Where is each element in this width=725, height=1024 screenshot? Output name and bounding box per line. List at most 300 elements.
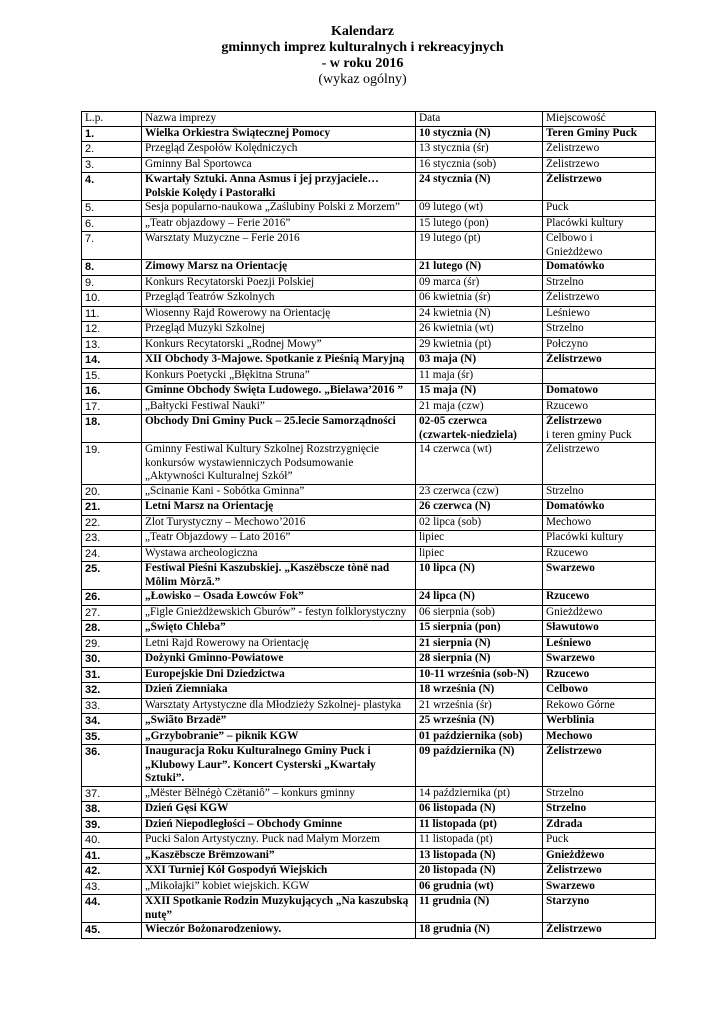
- cell-date-text: 21 maja (czw): [419, 399, 484, 412]
- cell-date-text: 15 maja (N): [419, 384, 477, 396]
- cell-lp: [82, 817, 142, 833]
- cell-date-text: 24 kwietnia (N): [419, 306, 491, 319]
- cell-lp: [82, 275, 142, 291]
- cell-lp-text: 43.: [85, 880, 101, 893]
- cell-lp-text: 42.: [85, 865, 101, 877]
- cell-date-text: 10 stycznia (N): [419, 126, 491, 139]
- cell-lp: [82, 848, 142, 864]
- cell-event-name-text: „Swiãto Brzadë”: [145, 714, 227, 726]
- table-row: [82, 745, 656, 787]
- cell-event-name: [142, 621, 416, 637]
- cell-place: [543, 260, 656, 276]
- cell-date-text: 11 grudnia (N): [419, 895, 490, 907]
- cell-lp-text: 41.: [85, 849, 101, 862]
- cell-date-text: 26 kwietnia (wt): [419, 322, 494, 334]
- cell-place: [543, 698, 656, 714]
- cell-place: [543, 546, 656, 562]
- cell-place: [543, 291, 656, 307]
- cell-event-name: [142, 864, 416, 880]
- table-header-row: [82, 112, 656, 127]
- table-row: [82, 275, 656, 291]
- cell-event-name: [142, 353, 416, 369]
- cell-place: [543, 484, 656, 500]
- cell-date: [416, 443, 543, 485]
- cell-event-name-text: „Mikołajki” kobiet wiejskich. KGW: [145, 879, 310, 892]
- cell-date-text: 13 listopada (N): [419, 848, 496, 861]
- cell-event-name: [142, 729, 416, 745]
- cell-place-text: Gnieżdżewo: [546, 848, 605, 861]
- cell-date-text: 14 czerwca (wt): [419, 443, 492, 455]
- cell-lp-text: 2.: [85, 143, 95, 155]
- cell-date: [416, 590, 543, 606]
- cell-lp-text: 23.: [85, 532, 101, 544]
- table-row: [82, 714, 656, 730]
- table-row: [82, 605, 656, 621]
- cell-event-name: [142, 698, 416, 714]
- cell-lp: [82, 531, 142, 547]
- cell-place-text: Celbowo: [546, 683, 589, 695]
- cell-date: [416, 142, 543, 158]
- table-row: [82, 157, 656, 173]
- cell-lp-text: 44.: [85, 896, 101, 908]
- table-row: [82, 531, 656, 547]
- cell-place: [543, 621, 656, 637]
- cell-lp-text: 1.: [85, 127, 95, 140]
- cell-date: [416, 562, 543, 590]
- cell-event-name: [142, 531, 416, 547]
- cell-event-name: [142, 745, 416, 787]
- cell-date-text: 21 sierpnia (N): [419, 636, 491, 649]
- cell-date-text: 01 października (sob): [419, 729, 523, 742]
- cell-date: [416, 368, 543, 384]
- cell-lp-text: 10.: [85, 292, 101, 304]
- cell-lp: [82, 786, 142, 802]
- cell-event-name-text: Pucki Salon Artystyczny. Puck nad Małym Morzem: [145, 833, 380, 845]
- cell-event-name: [142, 126, 416, 142]
- cell-event-name-text: Dzień Gęsi KGW: [145, 802, 229, 814]
- cell-date: [416, 500, 543, 516]
- cell-event-name: [142, 802, 416, 818]
- cell-lp: [82, 157, 142, 173]
- cell-date-text: 11 listopada (pt): [419, 817, 497, 830]
- cell-date-text: 25 września (N): [419, 714, 495, 726]
- cell-lp-text: 16.: [85, 385, 101, 397]
- cell-place-text: Werblinia: [546, 714, 595, 726]
- cell-date-text: 06 sierpnia (sob): [419, 605, 495, 618]
- events-table: [81, 111, 656, 939]
- cell-date-text: 13 stycznia (śr): [419, 142, 489, 154]
- cell-place: [543, 590, 656, 606]
- cell-lp-text: 37.: [85, 787, 101, 800]
- table-row: [82, 399, 656, 415]
- cell-lp: [82, 515, 142, 531]
- cell-place-text: Rzucewo: [546, 590, 590, 602]
- cell-lp-text: 21.: [85, 501, 101, 513]
- cell-place: [543, 353, 656, 369]
- cell-event-name-text: „Grzybobranie” – piknik KGW: [145, 729, 299, 742]
- cell-date: [416, 864, 543, 880]
- cell-place: [543, 306, 656, 322]
- cell-date: [416, 683, 543, 699]
- cell-event-name-text: Konkurs Recytatorski Poezji Polskiej: [145, 275, 315, 288]
- cell-event-name: [142, 848, 416, 864]
- table-row: [82, 322, 656, 338]
- cell-place-text: Placówki kultury: [546, 531, 624, 543]
- cell-date: [416, 484, 543, 500]
- cell-event-name: [142, 157, 416, 173]
- cell-event-name-text: XXII Spotkanie Rodzin Muzykujących „Na kaszubską nutę”: [145, 895, 409, 921]
- table-row: [82, 652, 656, 668]
- cell-place-text: Swarzewo: [546, 562, 595, 574]
- cell-lp-text: 24.: [85, 547, 101, 560]
- cell-event-name: [142, 817, 416, 833]
- cell-event-name: [142, 683, 416, 699]
- cell-place-text: Mechowo: [546, 515, 592, 528]
- cell-place: [543, 683, 656, 699]
- cell-event-name: [142, 652, 416, 668]
- cell-event-name-text: Wiosenny Rajd Rowerowy na Orientację: [145, 306, 331, 319]
- cell-event-name-text: Gminne Obchody Święta Ludowego. „Bielawa’2016 ”: [145, 384, 403, 396]
- cell-event-name: [142, 515, 416, 531]
- table-row: [82, 500, 656, 516]
- cell-lp-text: 39.: [85, 818, 101, 831]
- cell-event-name-text: Inauguracja Roku Kulturalnego Gminy Puck i „Klubowy Laur”. Koncert Cysterski „Kwartały Sztuki”.: [145, 745, 376, 784]
- table-row: [82, 923, 656, 939]
- cell-date: [416, 848, 543, 864]
- cell-place: [543, 895, 656, 923]
- cell-event-name-text: „Święto Chleba”: [145, 621, 226, 633]
- table-row: [82, 698, 656, 714]
- cell-lp: [82, 621, 142, 637]
- cell-lp: [82, 368, 142, 384]
- cell-place-text: Puck: [546, 833, 569, 845]
- cell-lp-text: 6.: [85, 217, 95, 230]
- cell-event-name-text: Warsztaty Muzyczne – Ferie 2016: [145, 232, 300, 244]
- cell-date: [416, 126, 543, 142]
- table-row: [82, 636, 656, 652]
- cell-event-name: [142, 322, 416, 338]
- column-header-lp: L.p.: [82, 112, 142, 127]
- cell-lp-text: 25.: [85, 563, 101, 575]
- cell-lp: [82, 864, 142, 880]
- cell-date: [416, 546, 543, 562]
- cell-date: [416, 667, 543, 683]
- cell-date: [416, 415, 543, 443]
- cell-lp-text: 3.: [85, 158, 95, 171]
- cell-event-name: [142, 201, 416, 217]
- cell-lp-text: 32.: [85, 684, 101, 696]
- cell-place-text: Żelistrzewo: [546, 173, 602, 185]
- cell-event-name: [142, 562, 416, 590]
- table-row: [82, 590, 656, 606]
- cell-lp-text: 40.: [85, 834, 101, 846]
- table-row: [82, 683, 656, 699]
- cell-date-text: lipiec: [419, 531, 445, 543]
- table-row: [82, 201, 656, 217]
- cell-date: [416, 895, 543, 923]
- cell-lp-text: 8.: [85, 261, 95, 273]
- cell-lp-text: 34.: [85, 715, 101, 727]
- cell-date: [416, 291, 543, 307]
- cell-place: [543, 443, 656, 485]
- cell-event-name-text: Festiwal Pieśni Kaszubskiej. „Kaszëbscze tònë nad Môlim Mòrzã.”: [145, 562, 390, 588]
- cell-place-text: Domatowo: [546, 384, 599, 396]
- cell-date-text: 29 kwietnia (pt): [419, 337, 492, 350]
- cell-event-name-text: XXI Turniej Kół Gospodyń Wiejskich: [145, 864, 328, 876]
- cell-place-text: Gnieżdżewo: [546, 605, 603, 618]
- cell-lp-text: 22.: [85, 516, 101, 529]
- cell-place-text: Leśniewo: [546, 636, 592, 649]
- cell-lp: [82, 745, 142, 787]
- cell-date: [416, 157, 543, 173]
- cell-place-text: Rekowo Górne: [546, 698, 615, 711]
- cell-lp-text: 45.: [85, 924, 101, 936]
- cell-place: [543, 923, 656, 939]
- cell-date: [416, 879, 543, 895]
- cell-lp: [82, 291, 142, 307]
- cell-lp: [82, 260, 142, 276]
- cell-event-name-text: Wystawa archeologiczna: [145, 546, 258, 559]
- cell-lp: [82, 201, 142, 217]
- cell-place: [543, 515, 656, 531]
- cell-date-text: 18 września (N): [419, 683, 495, 695]
- cell-lp: [82, 879, 142, 895]
- cell-event-name: [142, 142, 416, 158]
- cell-lp-text: 33.: [85, 699, 101, 712]
- table-row: [82, 173, 656, 201]
- cell-lp-text: 13.: [85, 338, 101, 351]
- cell-place: [543, 745, 656, 787]
- cell-lp: [82, 714, 142, 730]
- cell-date-text: 15 sierpnia (pon): [419, 621, 501, 633]
- cell-place-text: Teren Gminy Puck: [546, 126, 638, 139]
- table-row: [82, 337, 656, 353]
- cell-date: [416, 322, 543, 338]
- title-line-3: - w roku 2016: [321, 56, 404, 71]
- cell-event-name-text: Dzień Niepodległości – Obchody Gminne: [145, 817, 343, 830]
- cell-event-name: [142, 636, 416, 652]
- cell-date: [416, 605, 543, 621]
- cell-date: [416, 173, 543, 201]
- cell-event-name: [142, 415, 416, 443]
- cell-place: [543, 399, 656, 415]
- cell-place-text: Domatówko: [546, 500, 605, 512]
- table-row: [82, 291, 656, 307]
- cell-place: [543, 879, 656, 895]
- cell-place: [543, 833, 656, 849]
- cell-event-name-text: Dzień Ziemniaka: [145, 683, 228, 695]
- table-row: [82, 353, 656, 369]
- cell-lp-text: 19.: [85, 444, 101, 456]
- cell-place: [543, 817, 656, 833]
- cell-place-text: Żelistrzewo: [546, 291, 600, 303]
- cell-event-name-text: Przegląd Muzyki Szkolnej: [145, 322, 265, 334]
- cell-lp-text: 4.: [85, 174, 95, 186]
- cell-place: [543, 729, 656, 745]
- cell-event-name: [142, 232, 416, 260]
- cell-place-text: Strzelno: [546, 802, 587, 814]
- cell-event-name-text: „Kaszëbscze Brëmzowani”: [145, 848, 275, 861]
- cell-event-name-text: Europejskie Dni Dziedzictwa: [145, 667, 285, 680]
- cell-date: [416, 353, 543, 369]
- cell-place: [543, 714, 656, 730]
- cell-lp: [82, 636, 142, 652]
- cell-date-text: 20 listopada (N): [419, 864, 496, 876]
- cell-lp: [82, 337, 142, 353]
- cell-date-text: 02-05 czerwca (czwartek-niedziela): [419, 415, 517, 441]
- table-row: [82, 879, 656, 895]
- cell-date: [416, 698, 543, 714]
- cell-event-name: [142, 384, 416, 400]
- cell-date-text: 09 marca (śr): [419, 275, 480, 288]
- cell-event-name: [142, 605, 416, 621]
- table-row: [82, 126, 656, 142]
- cell-place: [543, 368, 656, 384]
- cell-place: [543, 562, 656, 590]
- cell-event-name-text: Kwartały Sztuki. Anna Asmus i jej przyjaciele… Polskie Kolędy i Pastorałki: [145, 173, 379, 199]
- cell-date-text: 16 stycznia (sob): [419, 157, 497, 170]
- cell-place-text: Rzucewo: [546, 546, 589, 559]
- cell-event-name: [142, 173, 416, 201]
- cell-place: [543, 786, 656, 802]
- cell-date-text: 28 sierpnia (N): [419, 652, 491, 664]
- cell-date: [416, 923, 543, 939]
- cell-lp: [82, 306, 142, 322]
- table-row: [82, 260, 656, 276]
- cell-date-text: 21 lutego (N): [419, 260, 482, 272]
- cell-lp-text: 35.: [85, 730, 101, 743]
- cell-date-text: 10 lipca (N): [419, 562, 475, 574]
- cell-place-text: Domatówko: [546, 260, 605, 272]
- cell-place-text: Puck: [546, 201, 569, 213]
- table-row: [82, 232, 656, 260]
- cell-place-text: Celbowo i Gnieżdżewo: [546, 232, 603, 258]
- table-row: [82, 368, 656, 384]
- column-header-place: Miejscowość: [543, 112, 656, 127]
- cell-date-text: 09 lutego (wt): [419, 201, 484, 213]
- cell-date: [416, 531, 543, 547]
- cell-lp-text: 38.: [85, 803, 101, 815]
- cell-place: [543, 337, 656, 353]
- cell-lp-text: 5.: [85, 202, 95, 214]
- cell-place: [543, 157, 656, 173]
- cell-date-text: 06 listopada (N): [419, 802, 496, 814]
- cell-event-name: [142, 275, 416, 291]
- cell-event-name-text: „Łowisko – Osada Łowców Fok”: [145, 590, 304, 602]
- cell-date-text: 11 maja (śr): [419, 368, 474, 381]
- column-header-date: Data: [416, 112, 543, 127]
- cell-place: [543, 126, 656, 142]
- cell-lp: [82, 802, 142, 818]
- cell-lp-text: 28.: [85, 622, 101, 634]
- cell-place: [543, 802, 656, 818]
- cell-date-text: 02 lipca (sob): [419, 515, 482, 528]
- cell-event-name-text: Wieczór Bożonarodzeniowy.: [145, 923, 282, 935]
- cell-lp: [82, 683, 142, 699]
- cell-date: [416, 817, 543, 833]
- cell-place: [543, 201, 656, 217]
- cell-lp: [82, 173, 142, 201]
- cell-event-name-text: Konkurs Poetycki „Błękitna Struna”: [145, 368, 310, 381]
- cell-place: [543, 636, 656, 652]
- table-row: [82, 306, 656, 322]
- cell-event-name-text: „Mëster Bëlnégò Czëtaniô” – konkurs gminny: [145, 786, 355, 799]
- cell-lp: [82, 605, 142, 621]
- cell-event-name: [142, 399, 416, 415]
- cell-lp: [82, 142, 142, 158]
- cell-place-text: Strzelno: [546, 275, 584, 288]
- cell-lp: [82, 590, 142, 606]
- column-header-name: Nazwa imprezy: [142, 112, 416, 127]
- cell-place: [543, 384, 656, 400]
- cell-date-text: 23 czerwca (czw): [419, 484, 499, 497]
- cell-event-name: [142, 879, 416, 895]
- cell-date-text: 11 listopada (pt): [419, 833, 493, 845]
- cell-lp: [82, 698, 142, 714]
- cell-date-text: 09 października (N): [419, 745, 515, 757]
- cell-place-text: Swarzewo: [546, 652, 595, 664]
- cell-place: [543, 652, 656, 668]
- cell-event-name-text: XII Obchody 3-Majowe. Spotkanie z Pieśnią Maryjną: [145, 353, 405, 365]
- cell-place-text: Żelistrzewo: [546, 923, 602, 935]
- cell-place: [543, 500, 656, 516]
- cell-date-text: 18 grudnia (N): [419, 923, 490, 935]
- table-row: [82, 833, 656, 849]
- cell-lp: [82, 546, 142, 562]
- cell-lp-text: 15.: [85, 369, 101, 382]
- cell-lp: [82, 484, 142, 500]
- cell-lp: [82, 652, 142, 668]
- cell-lp-text: 12.: [85, 323, 101, 335]
- cell-event-name-text: Sesja popularno-naukowa „Zaślubiny Polski z Morzem”: [145, 201, 401, 213]
- cell-place: [543, 232, 656, 260]
- table-row: [82, 216, 656, 232]
- cell-date-text: 06 grudnia (wt): [419, 879, 494, 892]
- cell-date: [416, 636, 543, 652]
- cell-place-text: Żelistrzewo: [546, 353, 602, 365]
- cell-place-text: Połczyno: [546, 337, 589, 350]
- cell-place: [543, 848, 656, 864]
- cell-date-text: 06 kwietnia (śr): [419, 291, 491, 303]
- cell-date: [416, 786, 543, 802]
- cell-lp: [82, 126, 142, 142]
- cell-place-text: Żelistrzewo: [546, 864, 602, 876]
- cell-event-name: [142, 546, 416, 562]
- cell-lp: [82, 667, 142, 683]
- cell-event-name: [142, 833, 416, 849]
- cell-date: [416, 232, 543, 260]
- cell-event-name-text: „Teatr objazdowy – Ferie 2016”: [145, 216, 291, 229]
- cell-lp: [82, 729, 142, 745]
- cell-place-text: Starzyno: [546, 895, 590, 907]
- cell-event-name-text: „Teatr Objazdowy – Lato 2016”: [145, 531, 291, 543]
- table-row: [82, 786, 656, 802]
- cell-event-name-text: Letni Marsz na Orientację: [145, 500, 274, 512]
- cell-place: [543, 173, 656, 201]
- cell-place: [543, 667, 656, 683]
- cell-lp: [82, 353, 142, 369]
- table-row: [82, 142, 656, 158]
- cell-event-name: [142, 291, 416, 307]
- cell-lp: [82, 833, 142, 849]
- cell-place-text: Leśniewo: [546, 306, 590, 319]
- cell-place-text: Swarzewo: [546, 879, 595, 892]
- cell-event-name: [142, 500, 416, 516]
- cell-lp: [82, 384, 142, 400]
- table-row: [82, 817, 656, 833]
- cell-date: [416, 260, 543, 276]
- cell-event-name-text: Przegląd Zespołów Kolędniczych: [145, 142, 298, 154]
